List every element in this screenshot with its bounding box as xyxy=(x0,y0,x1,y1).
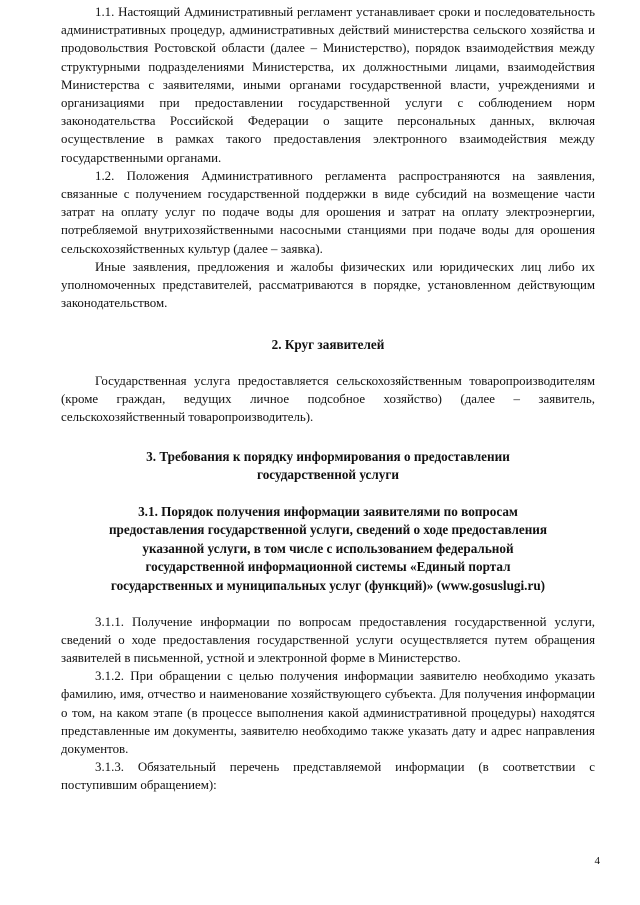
section-3-1-heading-line: указанной услуги, в том числе с использованием федеральной xyxy=(142,540,514,556)
section-3-1-heading-line: 3.1. Порядок получения информации заявителями по вопросам xyxy=(138,503,518,519)
section-2-heading: 2. Круг заявителей xyxy=(271,337,385,353)
section-3-heading xyxy=(61,448,595,484)
paragraph-other-appeals: Иные заявления, предложения и жалобы физических или юридических лиц либо их уполномоченных представителей, рассматриваются в порядке, установленном действующим законодательством. xyxy=(61,259,595,311)
section-3-1-heading xyxy=(61,503,595,596)
page-number: 4 xyxy=(594,855,600,867)
paragraph-1-1: 1.1. Настоящий Административный регламент устанавливает сроки и последовательность административных процедур, административных действий министерства сельского хозяйства и продовольствия Ростовской области (далее – Министерство), порядок взаимодействия между структурными подразделениями Министерства, их должностными лицами, взаимодействия Министерства с заявителями, иными органами государственной власти, учреждениями и организациями при предоставлении государственной услуги с соблюдением норм законодательства Российской Федерации о защите персональных данных, включая осуществление в рамках такого предоставления электронного взаимодействия между государственными органами. xyxy=(61,5,595,165)
section-3-1-heading-line: государственной информационной системы «Единый портал xyxy=(145,559,511,575)
paragraph-3-1-1: 3.1.1. Получение информации по вопросам предоставления государственной услуги, сведений о ходе предоставления государственной услуги осуществляется путем обращения заявителей в письменной, устной и электронной форме в Министерство. xyxy=(61,614,595,666)
section-3-1-heading-line: предоставления государственной услуги, сведений о ходе предоставления xyxy=(108,522,548,538)
paragraph-applicants: Государственная услуга предоставляется сельскохозяйственным товаропроизводителям (кроме граждан, ведущих личное подсобное хозяйство) (далее – заявитель, сельскохозяйственный товаропроизводитель). xyxy=(61,373,595,425)
section-3-heading-line-1: 3. Требования к порядку информирования о предоставлении xyxy=(146,449,510,465)
paragraph-3-1-2: 3.1.2. При обращении с целью получения информации заявителю необходимо указать фамилию, имя, отчество и наименование хозяйствующего субъекта. Для получения информации о том, на каком этапе (в процессе выполнения какой административной процедуры) находятся представленные им документы, заявителю необходимо также указать дату и адрес направления документов. xyxy=(61,669,595,757)
paragraph-3-1-3: 3.1.3. Обязательный перечень представляемой информации (в соответствии с поступившим обращением): xyxy=(61,760,595,793)
document-page xyxy=(61,3,595,795)
paragraph-1-2: 1.2. Положения Административного регламента распространяются на заявления, связанные с получением государственной поддержки в виде субсидий на возмещение части затрат на оплату услуг по подаче воды для орошения и затрат на оплату электроэнергии, потребляемой внутрихозяйственными насосными станциями при подаче воды для орошения сельскохозяйственных культур (далее – заявка). xyxy=(61,168,595,256)
section-3-1-heading-line: государственных и муниципальных услуг (функций)» (www.gosuslugi.ru) xyxy=(110,578,546,594)
section-3-heading-line-2: государственной услуги xyxy=(257,467,399,483)
